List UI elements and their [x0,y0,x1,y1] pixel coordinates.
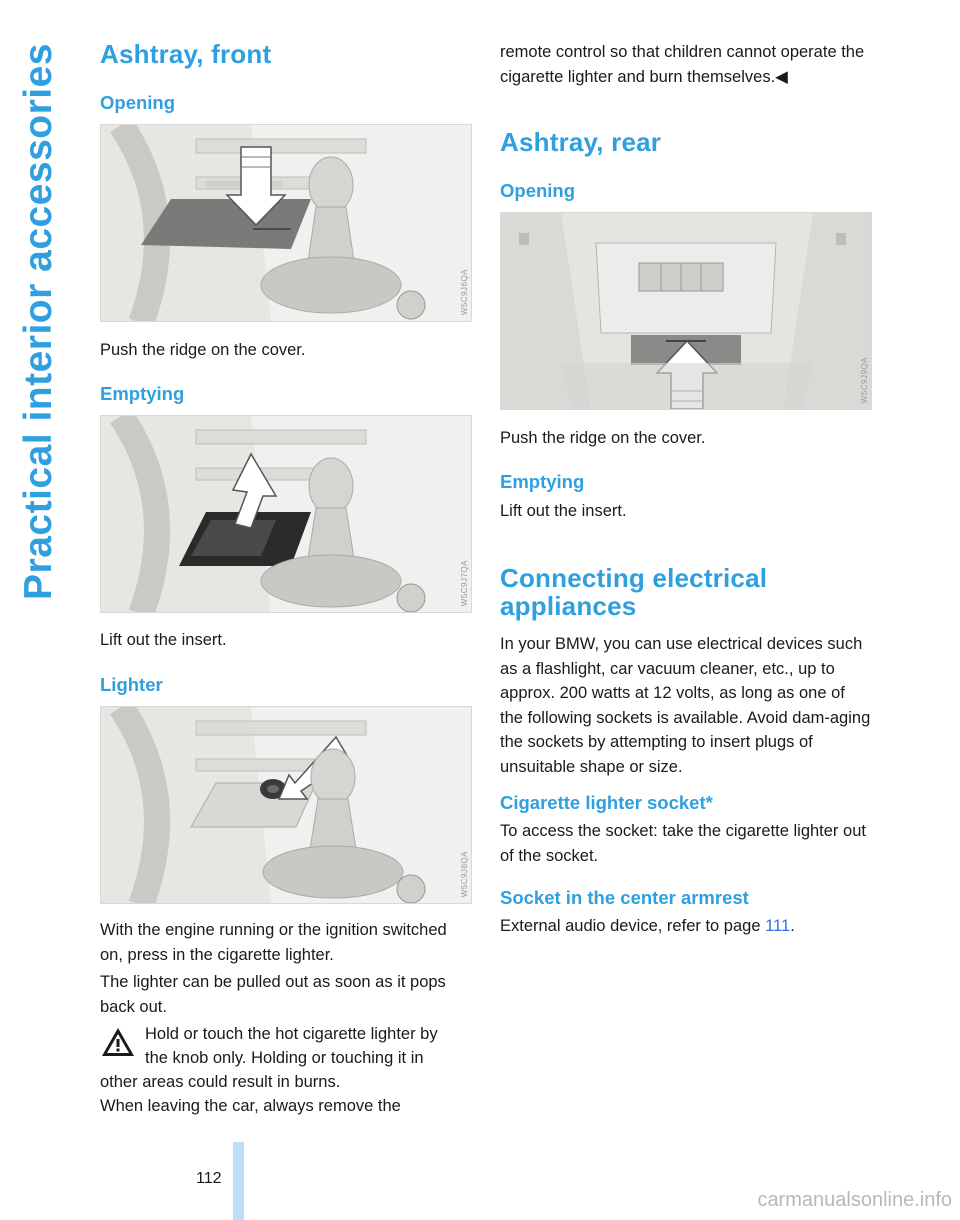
cigarette-socket-text: To access the socket: take the cigarette lighter out of the socket. [500,822,866,865]
rear-opening-text: Push the ridge on the cover. [500,429,706,447]
warning-continuation: remote control so that children cannot operate the cigarette lighter and burn themselves.◀ [500,43,865,86]
figure-rear-ashtray-opening [500,212,872,410]
heading-ashtray-rear: Ashtray, rear [500,127,662,157]
armrest-text: External audio device, refer to page [500,917,766,935]
watermark: carmanualsonline.info [757,1189,952,1211]
heading-connecting-line-1: Connecting electrical [500,563,768,593]
figure-lighter [100,706,472,904]
heading-emptying: Emptying [100,383,185,404]
heading-opening-rear: Opening [500,180,576,201]
page-number: 112 [196,1170,222,1187]
heading-armrest-socket: Socket in the center armrest [500,887,749,908]
figure-code: W5C9J7QA [460,559,469,606]
figure-code: W5C9J9QA [860,356,869,403]
heading-ashtray-front: Ashtray, front [100,39,272,69]
warning-line-3: other areas could result in burns. [100,1073,341,1091]
warning-line-1: Hold or touch the hot cigarette lighter by [145,1025,438,1043]
emptying-text: Lift out the insert. [100,631,227,649]
armrest-socket-text [500,914,872,939]
heading-lighter: Lighter [100,674,163,695]
page-link-111[interactable]: 111 [765,917,791,935]
rear-emptying-text: Lift out the insert. [500,502,627,520]
figure-code: W5C9J8QA [460,850,469,897]
heading-connecting-line-2: appliances [500,591,637,621]
heading-emptying-rear: Emptying [500,471,585,492]
opening-text: Push the ridge on the cover. [100,341,306,359]
heading-cigarette-socket: Cigarette lighter socket* [500,792,713,813]
figure-ashtray-opening [100,124,472,322]
warning-icon [100,1026,136,1058]
warning-line-2: the knob only. Holding or touching it in [145,1049,424,1067]
lighter-paragraph-2: The lighter can be pulled out as soon as it pops back out. [100,973,446,1016]
chapter-side-title: Practical interior accessories [17,43,60,600]
warning-line-4: When leaving the car, always remove the [100,1097,401,1115]
armrest-text-end: . [790,917,795,935]
page-number-bar [233,1142,244,1220]
connecting-text: In your BMW, you can use electrical devices such as a flashlight, car vacuum cleaner, etc., up to approx. 200 watts at 12 volts, as long as one of the following sockets is available. Avoid dam-aging the sockets by attempting to insert plugs of unsuitable shape or size. [500,635,871,776]
figure-ashtray-emptying [100,415,472,613]
figure-code: W5C9J6QA [460,268,469,315]
lighter-paragraph-1: With the engine running or the ignition switched on, press in the cigarette lighter. [100,921,447,964]
heading-opening: Opening [100,92,176,113]
